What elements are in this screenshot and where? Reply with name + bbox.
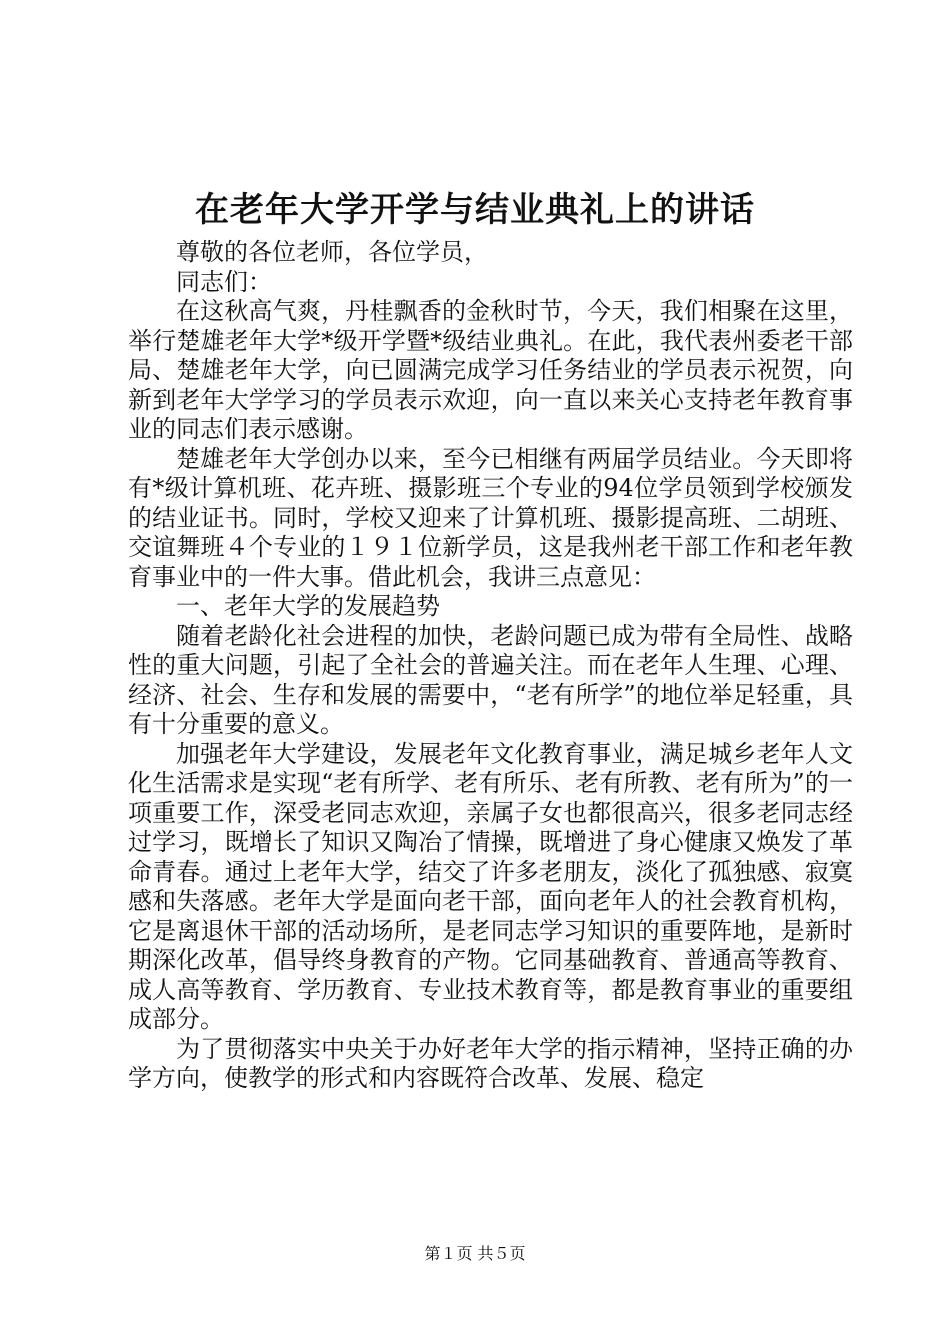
body-paragraph: 为了贯彻落实中央关于办好老年大学的指示精神，坚持正确的办学方向，使教学的形式和内容既符合改革、发展、稳定 — [128, 1034, 853, 1092]
body-paragraph: 随着老龄化社会进程的加快，老龄问题已成为带有全局性、战略性的重大问题，引起了全社会的普遍关注。而在老年人生理、心理、经济、社会、生存和发展的需要中，“老有所学”的地位举足轻重，具有十分重要的意义。 — [128, 621, 853, 738]
document-body — [128, 238, 853, 1094]
body-paragraph: 加强老年大学建设，发展老年文化教育事业，满足城乡老年人文化生活需求是实现“老有所学、老有所乐、老有所教、老有所为”的一项重要工作，深受老同志欢迎，亲属子女也都很高兴，很多老同志经过学习，既增长了知识又陶冶了情操，既增进了身心健康又焕发了革命青春。通过上老年大学，结交了许多老朋友，淡化了孤独感、寂寞感和失落感。老年大学是面向老干部，面向老年人的社会教育机构，它是离退休干部的活动场所，是老同志学习知识的重要阵地，是新时期深化改革，倡导终身教育的产物。它同基础教育、普通高等教育、成人高等教育、学历教育、专业技术教育等，都是教育事业的重要组成部分。 — [128, 739, 853, 1033]
salutation-line: 同志们： — [176, 267, 272, 296]
body-paragraph: 楚雄老年大学创办以来，至今已相继有两届学员结业。今天即将有*级计算机班、花卉班、摄影班三个专业的94位学员领到学校颁发的结业证书。同时，学校又迎来了计算机班、摄影提高班、二胡班、交谊舞班４个专业的１９１位新学员，这是我州老干部工作和老年教育事业中的一件大事。借此机会，我讲三点意见： — [128, 444, 853, 591]
body-paragraph: 在这秋高气爽，丹桂飘香的金秋时节，今天，我们相聚在这里，举行楚雄老年大学*级开学暨*级结业典礼。在此，我代表州委老干部局、楚雄老年大学，向已圆满完成学习任务结业的学员表示祝贺，向新到老年大学学习的学员表示欢迎，向一直以来关心支持老年教育事业的同志们表示感谢。 — [128, 297, 853, 443]
document-title: 在老年大学开学与结业典礼上的讲话 — [195, 190, 755, 230]
section-heading: 一、老年大学的发展趋势 — [176, 592, 440, 620]
page-footer: 第１页 共５页 — [424, 1244, 526, 1263]
salutation-line: 尊敬的各位老师，各位学员， — [176, 238, 488, 266]
